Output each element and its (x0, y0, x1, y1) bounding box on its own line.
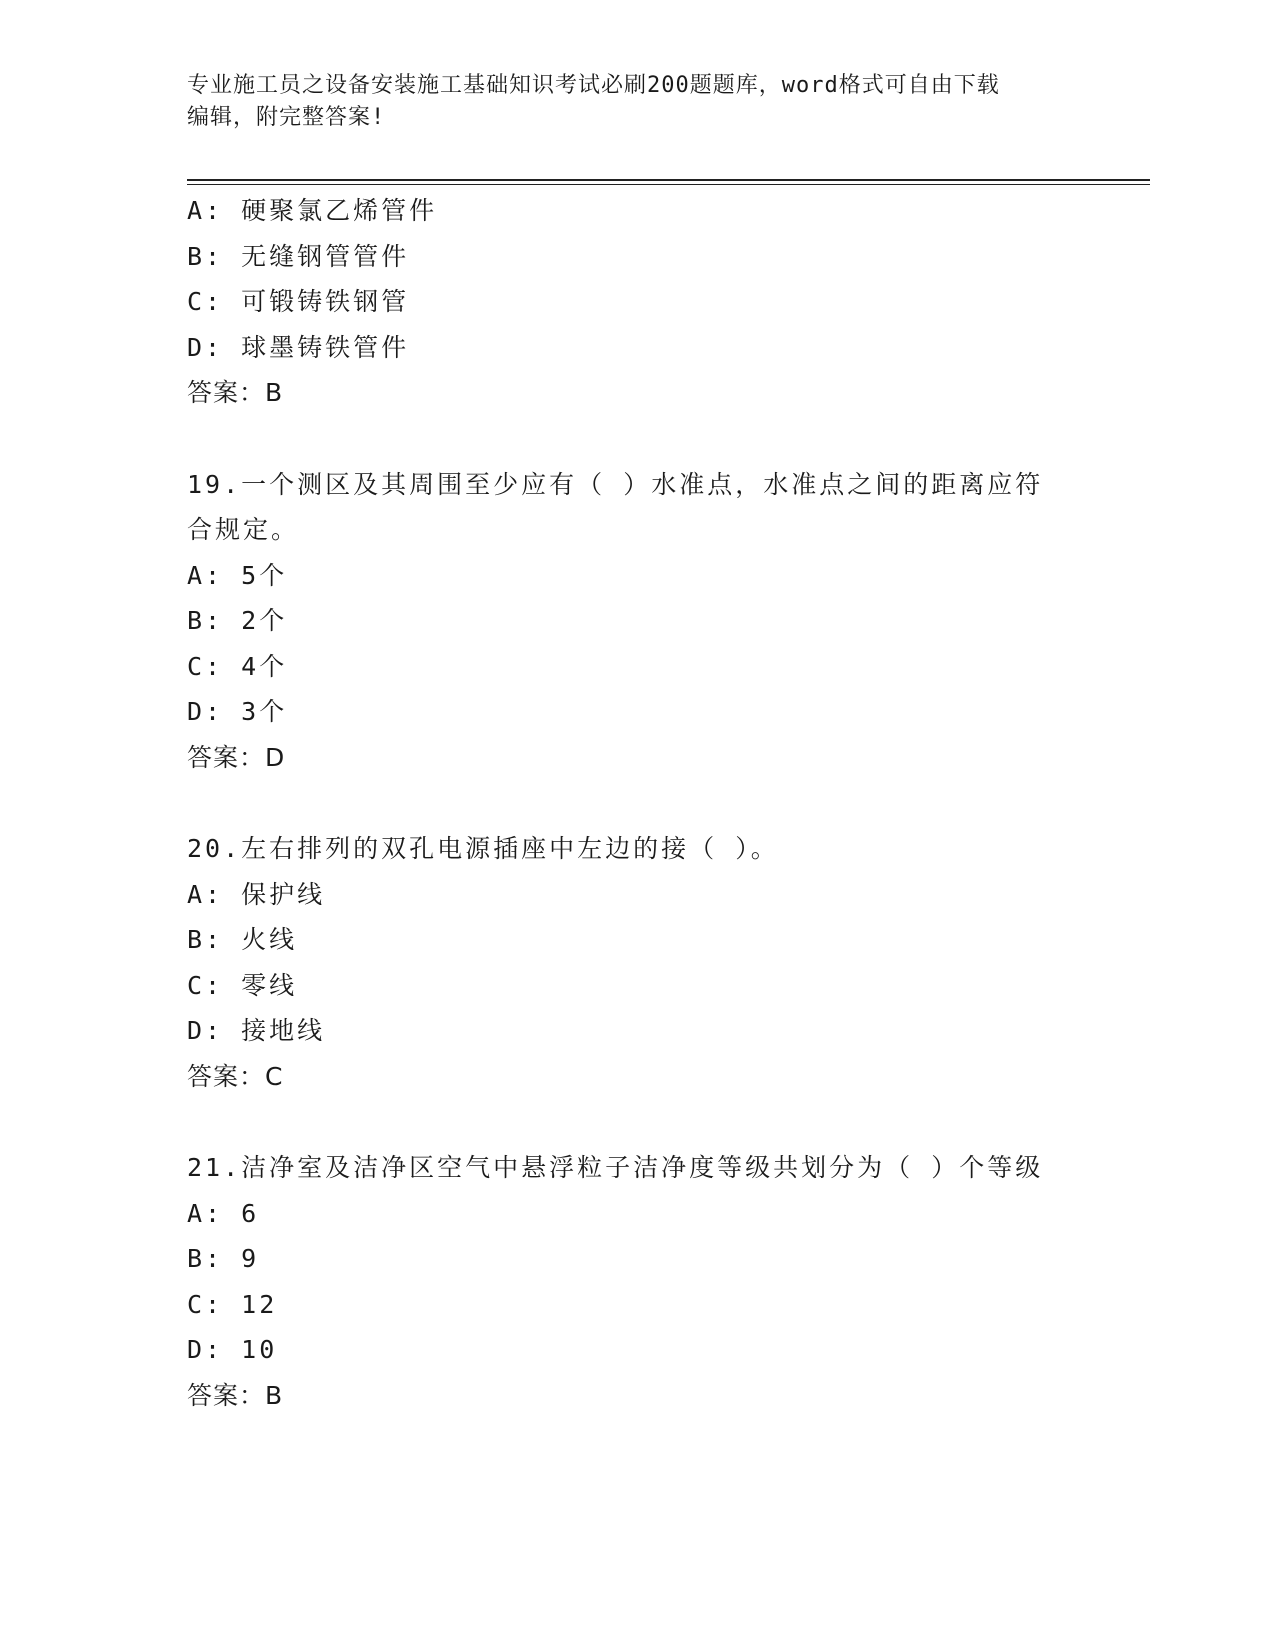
question-text: 21.洁净室及洁净区空气中悬浮粒子洁净度等级共划分为（ ）个等级 (187, 1153, 1044, 1182)
option-b: B: 9 (187, 1244, 260, 1273)
option-b: B: 2个 (187, 606, 288, 635)
option-a: A: 保护线 (187, 879, 326, 909)
question-19-block (187, 462, 1087, 781)
answer-line: 答案：B (187, 1380, 284, 1410)
header-divider-thin (187, 184, 1150, 185)
option-b: B: 无缝钢管管件 (187, 241, 410, 271)
option-c: C: 12 (187, 1289, 278, 1319)
question-text-line-1: 19.一个测区及其周围至少应有（ ）水准点，水准点之间的距离应符 (187, 469, 1044, 499)
option-c: C: 零线 (187, 970, 298, 1000)
option-c: C: 4个 (187, 651, 288, 681)
question-21-block (187, 1145, 1087, 1418)
question-text-line-2: 合规定。 (187, 515, 300, 544)
option-d: D: 接地线 (187, 1016, 326, 1045)
header-divider-thick (187, 179, 1150, 181)
option-d: D: 10 (187, 1335, 278, 1364)
option-c: C: 可锻铸铁钢管 (187, 287, 410, 316)
option-a: A: 硬聚氯乙烯管件 (187, 196, 438, 225)
option-a: A: 5个 (187, 560, 288, 590)
question-text: 20.左右排列的双孔电源插座中左边的接（ ）。 (187, 834, 779, 863)
option-a: A: 6 (187, 1198, 260, 1228)
option-b: B: 火线 (187, 925, 298, 954)
answer-line: 答案：C (187, 1061, 284, 1091)
question-list (187, 188, 1087, 1418)
option-d: D: 球墨铸铁管件 (187, 332, 410, 362)
option-d: D: 3个 (187, 697, 288, 726)
document-header (187, 70, 1087, 134)
answer-line: 答案：B (187, 378, 284, 407)
question-20-block (187, 826, 1087, 1099)
answer-line: 答案：D (187, 742, 286, 772)
question-18-block (187, 188, 1087, 416)
header-title-line-2: 编辑，附完整答案! (187, 105, 386, 130)
header-title-line-1: 专业施工员之设备安装施工基础知识考试必刷200题题库，word格式可自由下载 (187, 73, 1000, 98)
